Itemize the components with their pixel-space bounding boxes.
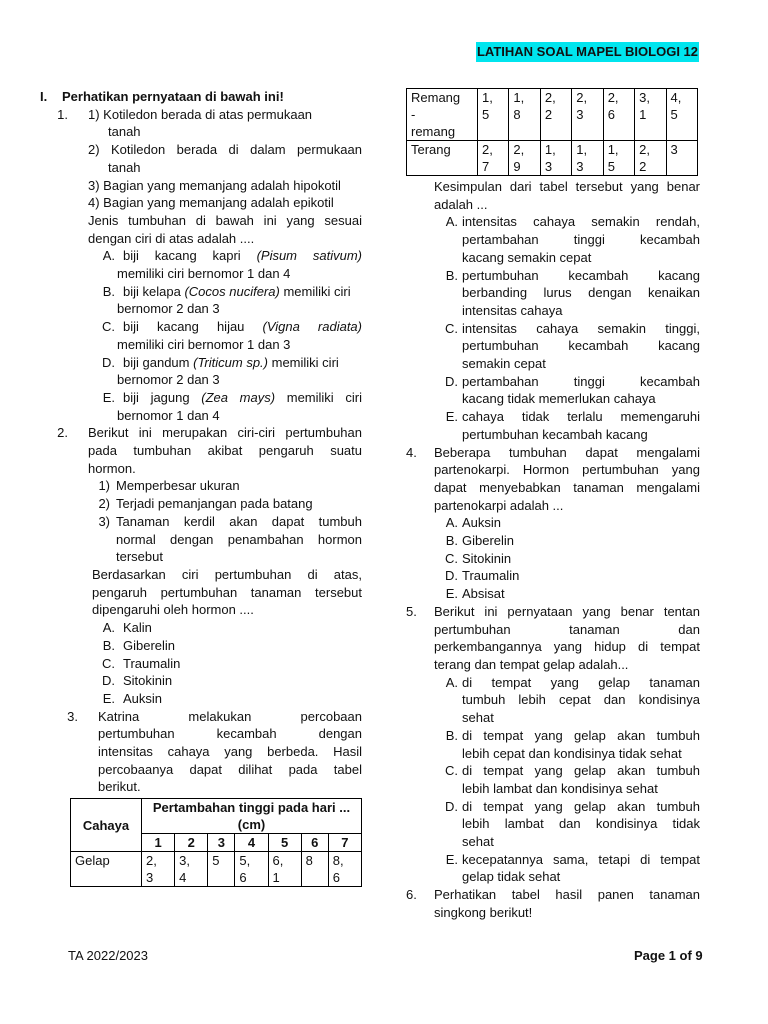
option-letter: C. [102,655,115,671]
q1-number: 1. [57,106,68,122]
q2-number: 2. [57,425,68,441]
row-label: Gelap [71,852,142,887]
q1-stem: Jenis tumbuhan di bawah ini yang sesuai [88,212,362,228]
option-text: Absisat [462,586,505,602]
option-letter: A. [102,620,115,636]
option-letter: E. [445,851,458,867]
header-title: LATIHAN SOAL MAPEL BIOLOGI 12 [476,42,699,62]
q4-stem: dapat menyebabkan tanaman mengalami [434,479,700,495]
table-day-header: 6 [301,834,328,852]
table-cell: 2, 3 [142,852,175,887]
q3-option-b[interactable] [406,267,700,285]
option-text: di tempat yang gelap tanaman [462,674,700,690]
option-text: di tempat yang gelap akan tumbuh [462,798,700,814]
option-letter: A. [445,214,458,230]
table-cell: 2, 2 [635,141,666,176]
option-text: Sitokinin [462,550,512,566]
option-text: Auksin [462,515,502,531]
growth-table-continued [406,88,698,176]
footer-page-number: Page 1 of 9 [634,948,703,963]
q6-number: 6. [406,887,417,903]
q1-statement: 4) Bagian yang memanjang adalah epikotil [88,195,334,211]
option-text: biji kelapa [123,283,181,299]
q1-option-e[interactable] [40,389,362,407]
q5-option-e[interactable] [406,851,700,869]
q3-question: adalah ... [434,196,488,212]
q2-stem: Berikut ini merupakan ciri-ciri pertumbuhan [88,425,362,441]
q4-option-c[interactable] [406,550,700,568]
option-text: intensitas cahaya [462,302,563,318]
table-day-header: 2 [175,834,208,852]
q1-statement: tanah [108,124,141,140]
question-5 [406,603,700,886]
q2-stem: pada tumbuhan akibat pengaruh suatu [88,443,362,459]
option-text: Traumalin [123,655,181,671]
q4-stem: partenokarpi. Hormon pertumbuhan yang [434,462,700,478]
q3-stem: berikut. [98,779,141,795]
option-text: kecepatannya sama, tetapi di tempat [462,851,700,867]
option-letter: D. [445,568,458,584]
option-text: Sitokinin [123,673,173,689]
option-letter: E. [445,409,458,425]
q5-option-d[interactable] [406,798,700,816]
table-row-terang [407,141,698,176]
q1-statement: 2) Kotiledon berada di dalam permukaan [88,142,362,158]
table-cell: 5 [208,852,235,887]
item-text: Tanaman kerdil akan dapat tumbuh [116,513,362,529]
option-text: di tempat yang gelap akan tumbuh [462,763,700,779]
option-text: memiliki ciri bernomor 1 dan 3 [117,336,291,352]
table-cell: 5, 6 [235,852,268,887]
option-text: di tempat yang gelap akan tumbuh [462,727,700,743]
option-letter: E. [445,586,458,602]
table-cell: 3, 4 [175,852,208,887]
option-letter: D. [445,373,458,389]
item-number: 1) [98,478,110,494]
q3-stem: percobaanya dapat dilihat pada tabel [98,761,362,777]
option-text: memiliki ciri [286,389,362,405]
q2-option-c[interactable] [40,655,362,673]
row-label: Terang [407,141,478,176]
latin-name: (Vigna radiata) [262,319,362,335]
q6-stem: singkong berikut! [434,904,533,920]
item-text: Terjadi pemanjangan pada batang [116,496,313,512]
q3-stem: intensitas cahaya yang berbeda. Hasil [98,744,362,760]
section-roman: I. [40,89,48,104]
q3-option-e[interactable] [406,408,700,426]
question-1 [40,106,362,425]
table-cell: 2, 6 [603,89,634,141]
q3-option-d[interactable] [406,373,700,391]
option-text: biji kacang kapri [123,248,241,264]
option-text: biji jagung [123,389,190,405]
option-text: Auksin [123,690,163,706]
q2-option-d[interactable] [40,672,362,690]
option-text: kacang tidak memerlukan cahaya [462,391,656,407]
q5-option-a[interactable] [406,674,700,692]
option-text: bernomor 1 dan 4 [117,407,220,423]
table-cell: 6, 1 [268,852,301,887]
option-text: Traumalin [462,568,520,584]
option-letter: B. [445,533,458,549]
q4-option-e[interactable] [406,585,700,603]
option-text: gelap tidak sehat [462,869,561,885]
question-4 [406,444,700,603]
q4-option-d[interactable] [406,567,700,585]
q3-option-c[interactable] [406,320,700,338]
q4-option-b[interactable] [406,532,700,550]
section-title: Perhatikan pernyataan di bawah ini! [62,89,284,104]
latin-name: (Triticum sp.) [193,354,268,370]
q4-number: 4. [406,444,417,460]
option-letter: C. [445,320,458,336]
section-heading [40,88,362,106]
q3-option-a[interactable] [406,213,700,231]
table-day-header: 3 [208,834,235,852]
q3-number: 3. [67,708,78,724]
option-text: pertumbuhan kecambah kacang [462,426,648,442]
q1-stem: dengan ciri di atas adalah .... [88,230,255,246]
left-column [40,88,362,887]
item-text: Memperbesar ukuran [116,478,240,494]
q1-option-d[interactable] [40,354,362,372]
q5-number: 5. [406,603,417,619]
q5-stem: perkembangannya yang hidup di tempat [434,639,700,655]
q2-stem: hormon. [88,460,136,476]
option-letter: C. [102,319,115,335]
option-text: lebih lambat dan kondisinya sehat [462,780,658,796]
q5-stem: pertumbuhan tanaman dan [434,621,700,637]
option-text: intensitas cahaya semakin tinggi, [462,320,700,336]
q1-statement: 3) Bagian yang memanjang adalah hipokotil [88,177,341,193]
option-text: sehat [462,710,494,726]
table-cell: 1, 3 [540,141,571,176]
question-3 [40,708,362,888]
option-letter: E. [102,389,115,405]
q2-item [40,477,362,495]
q5-option-c[interactable] [406,762,700,780]
option-letter: B. [445,727,458,743]
option-text: pertumbuhan kecambah kacang [462,267,700,283]
option-text: lebih cepat dan kondisinya tidak sehat [462,745,682,761]
option-letter: A. [102,248,115,264]
question-2 [40,424,362,707]
latin-name: (Pisum sativum) [256,248,362,264]
q1-option-a[interactable] [40,247,362,265]
table-cell: 1, 5 [478,89,509,141]
option-text: sehat [462,834,494,850]
option-text: kacang semakin cepat [462,249,592,265]
q5-stem: terang dan tempat gelap adalah... [434,656,629,672]
option-text: pertambahan tinggi kecambah [462,232,700,248]
q2-question: pengaruh pertumbuhan tanaman tersebut [92,584,362,600]
q3-stem: pertumbuhan kecambah dengan [98,726,362,742]
table-row-remang [407,89,698,141]
option-text: lebih lambat dan kondisinya tidak [462,816,700,832]
growth-table [70,798,362,887]
option-text: berbanding lurus dengan kenaikan [462,285,700,301]
option-letter: C. [445,763,458,779]
option-text: Giberelin [123,637,176,653]
question-6 [406,886,700,921]
option-text: Kalin [123,620,152,636]
option-text: bernomor 2 dan 3 [117,301,220,317]
q6-stem: Perhatikan tabel hasil panen tanaman [434,887,700,903]
item-text: tersebut [116,549,163,565]
q4-stem: Beberapa tumbuhan dapat mengalami [434,444,700,460]
q1-option-c[interactable] [40,318,362,336]
q3-question: Kesimpulan dari tabel tersebut yang benar [434,179,700,194]
q4-stem: partenokarpi adalah ... [434,497,564,513]
table-header-cahaya: Cahaya [71,799,142,852]
table-cell: 8, 6 [328,852,361,887]
option-letter: B. [102,637,115,653]
table-cell: 2, 7 [478,141,509,176]
option-letter: D. [102,673,115,689]
latin-name: (Zea mays) [201,389,276,405]
q4-option-a[interactable] [406,514,700,532]
table-cell: 1, 8 [509,89,540,141]
q1-option-b[interactable] [40,283,362,301]
option-text: Giberelin [462,533,515,549]
q5-option-b[interactable] [406,727,700,745]
table-cell: 2, 3 [572,89,603,141]
item-number: 3) [98,513,110,529]
q2-item [40,495,362,513]
q2-item [40,513,362,531]
q2-option-b[interactable] [40,637,362,655]
item-text: normal dengan penambahan hormon [116,531,362,547]
option-letter: A. [445,674,458,690]
table-cell: 3, 1 [635,89,666,141]
option-letter: D. [445,798,458,814]
table-cell: 1, 3 [572,141,603,176]
q3-question-block [406,178,700,444]
option-letter: D. [102,354,115,370]
table-day-header: 4 [235,834,268,852]
item-number: 2) [98,496,110,512]
q2-question: Berdasarkan ciri pertumbuhan di atas, [92,566,362,582]
option-letter: A. [445,515,458,531]
option-letter: C. [445,550,458,566]
q2-option-a[interactable] [40,619,362,637]
option-text: tumbuh lebih cepat dan kondisinya [462,692,700,708]
table-cell: 2, 9 [509,141,540,176]
q2-option-e[interactable] [40,690,362,708]
right-column [406,88,700,922]
option-text: memiliki ciri [271,354,339,370]
option-text: pertambahan tinggi kecambah [462,373,700,389]
option-letter: B. [445,267,458,283]
table-cell: 4, 5 [666,89,697,141]
table-header-group: Pertambahan tinggi pada hari ... (cm) [142,799,362,834]
option-letter: B. [102,283,115,299]
footer-year: TA 2022/2023 [68,948,148,963]
option-text: semakin cepat [462,356,546,372]
option-text: intensitas cahaya semakin rendah, [462,214,700,230]
q2-question: dipengaruhi oleh hormon .... [92,602,254,618]
row-label: Remang - remang [407,89,478,141]
table-row-gelap [71,852,362,887]
q1-statement: 1) Kotiledon berada di atas permukaan [88,106,313,122]
option-text: biji gandum [123,354,190,370]
table-day-header: 1 [142,834,175,852]
option-text: memiliki ciri [283,283,351,299]
option-text: cahaya tidak terlalu memengaruhi [462,409,700,425]
q5-stem: Berikut ini pernyataan yang benar tentan [434,603,700,619]
option-text: pertumbuhan kecambah kacang [462,338,700,354]
table-cell: 3 [666,141,697,176]
q1-statement: tanah [108,159,141,175]
table-day-header: 7 [328,834,361,852]
q3-stem: Katrina melakukan percobaan [98,708,362,724]
option-text: bernomor 2 dan 3 [117,372,220,388]
option-text: biji kacang hijau [123,319,245,335]
table-cell: 1, 5 [603,141,634,176]
table-cell: 8 [301,852,328,887]
latin-name: (Cocos nucifera) [184,283,280,299]
table-cell: 2, 2 [540,89,571,141]
table-day-header: 5 [268,834,301,852]
option-letter: E. [102,690,115,706]
option-text: memiliki ciri bernomor 1 dan 4 [117,266,291,282]
